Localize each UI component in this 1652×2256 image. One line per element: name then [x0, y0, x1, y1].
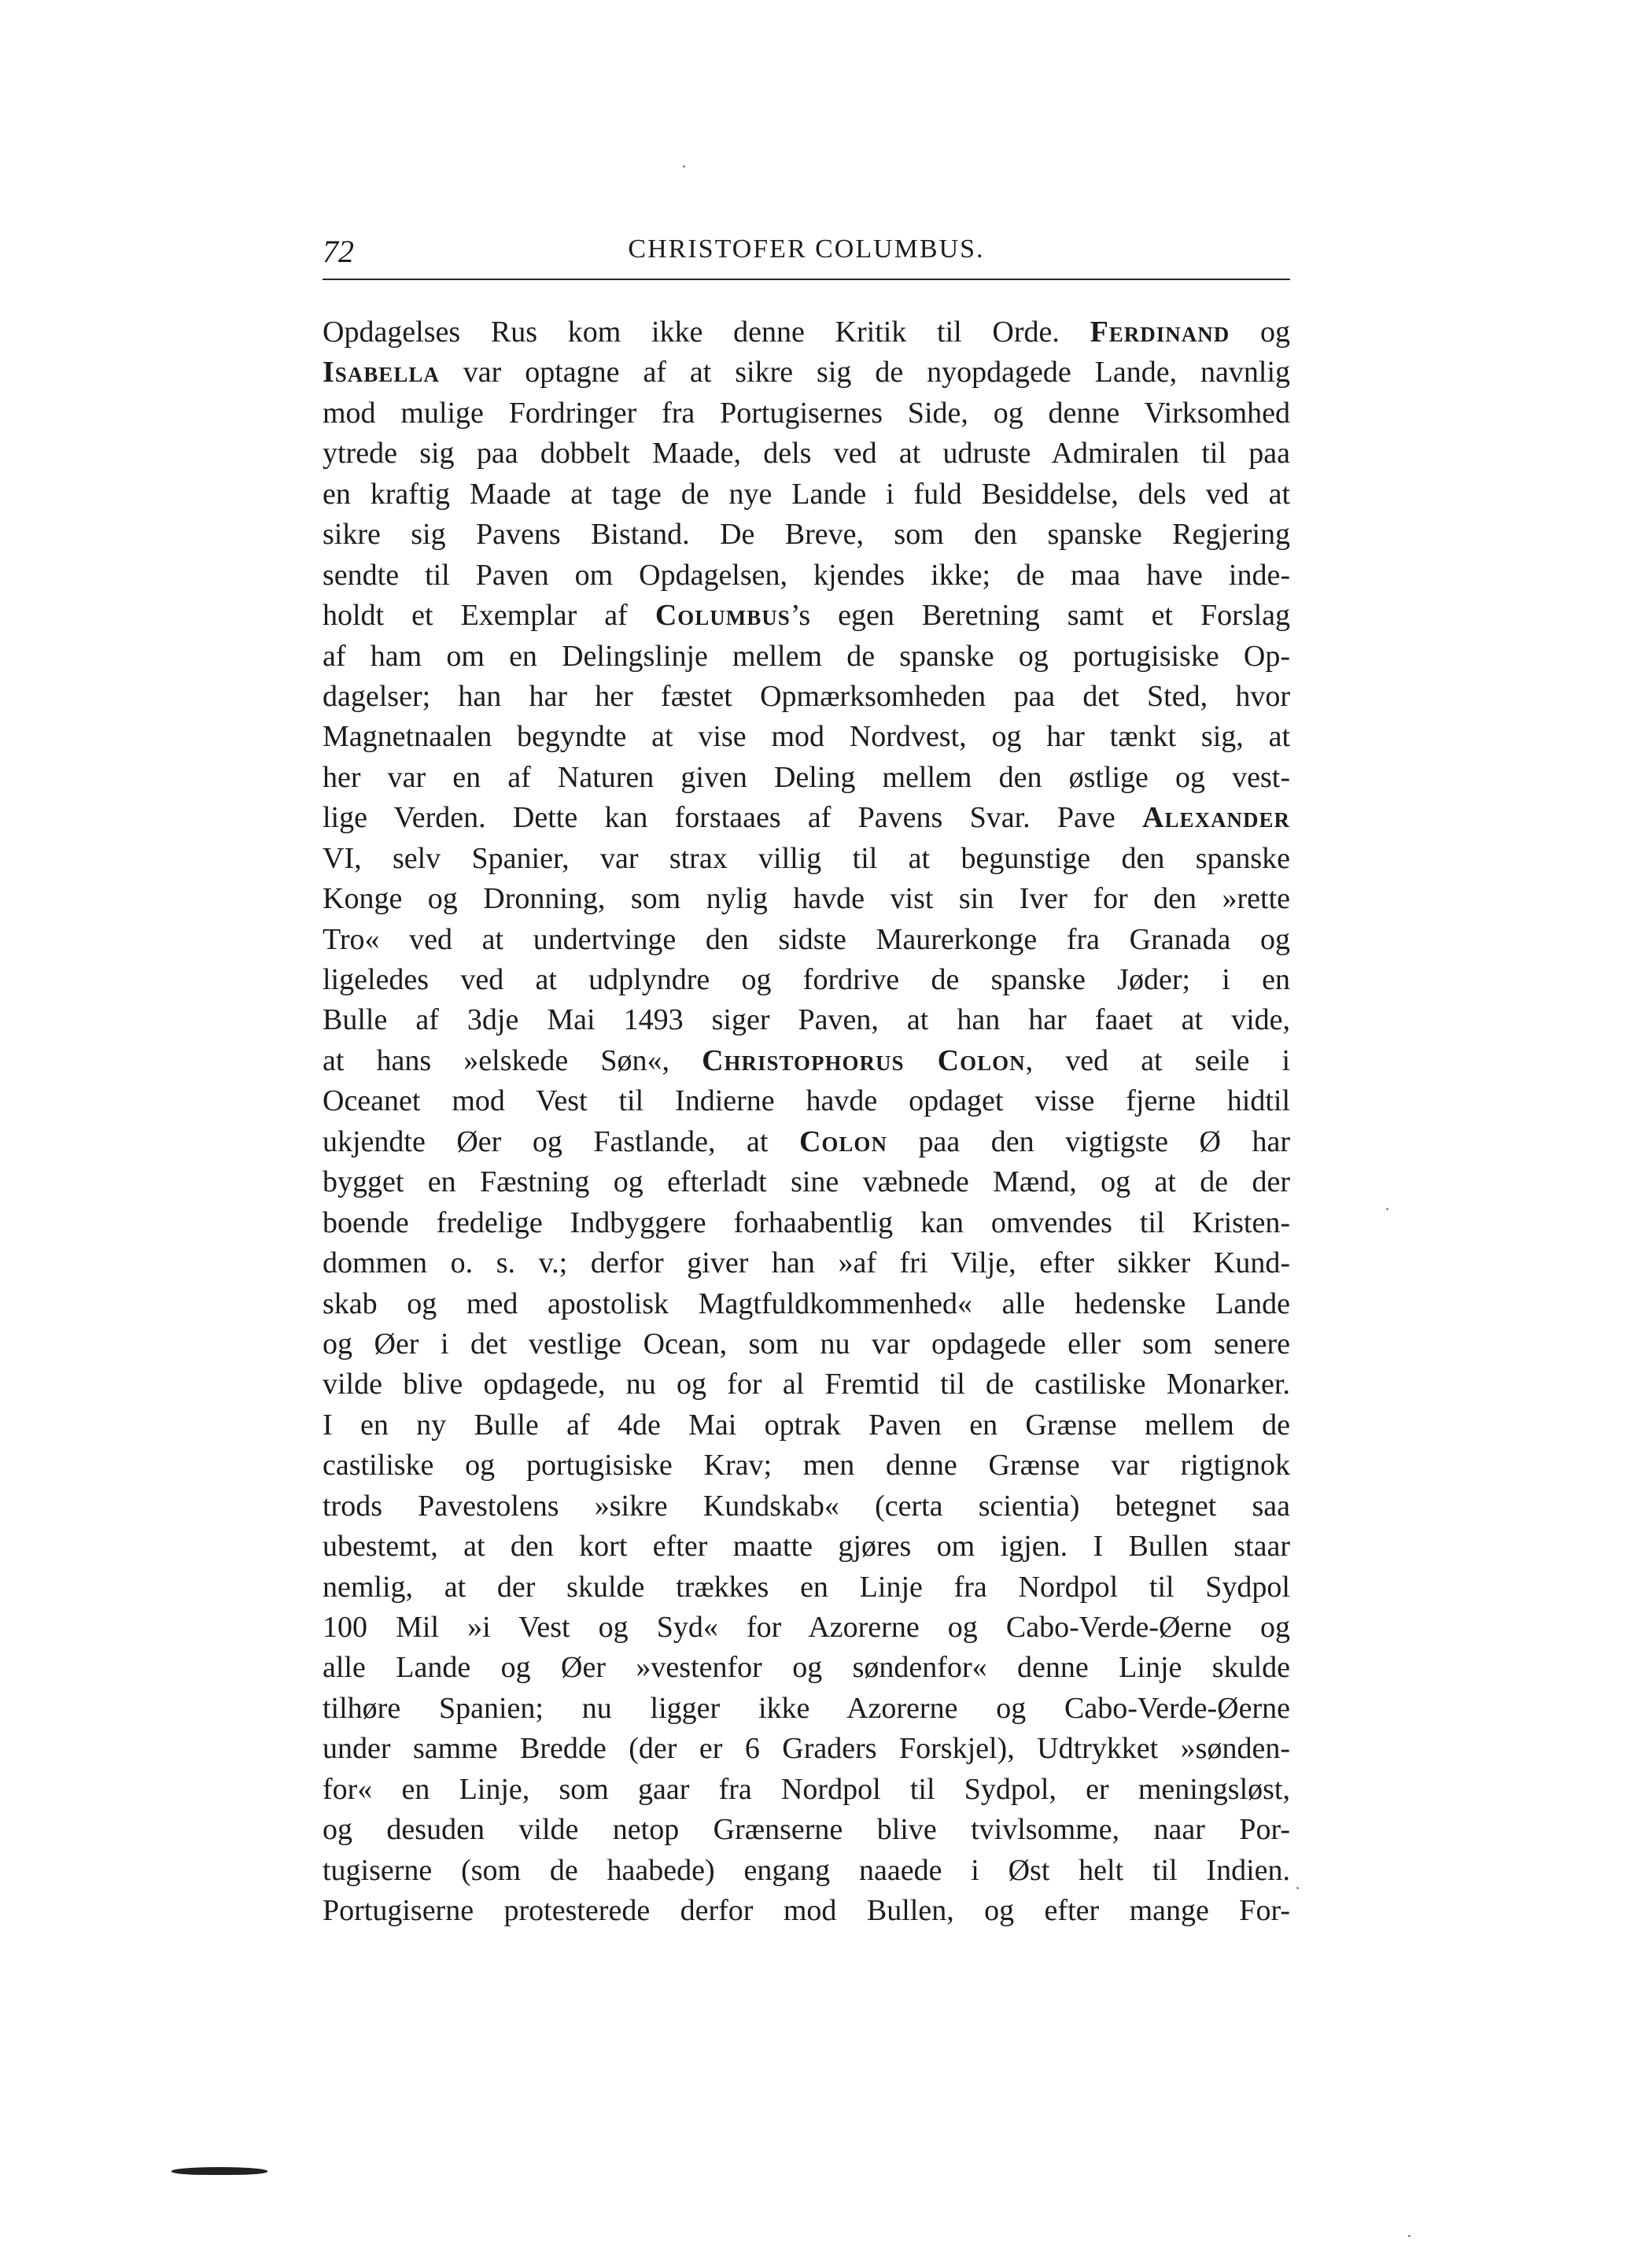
text-segment: bygget en Fæstning og efterladt sine væbnede Mænd, og at de der: [323, 1165, 1290, 1199]
paper-speck: [1386, 1208, 1388, 1210]
text-line: [323, 1000, 1290, 1040]
text-segment: tugiserne (som de haabede) engang naaede i Øst helt til Indien.: [323, 1853, 1290, 1887]
text-segment: under samme Bredde (der er 6 Graders Forskjel), Udtrykket »sønden-: [323, 1732, 1290, 1766]
text-line: [323, 717, 1290, 757]
text-segment: og: [1230, 316, 1290, 349]
text-line: [323, 556, 1290, 596]
text-segment: I en ny Bulle af 4de Mai optrak Paven en Grænse mellem de: [323, 1408, 1290, 1442]
text-segment: ubestemt, at den kort efter maatte gjøres om igjen. I Bullen staar: [323, 1530, 1290, 1564]
text-line: [323, 1243, 1290, 1283]
text-segment: VI, selv Spanier, var strax villig til at begunstige den spanske: [323, 841, 1290, 875]
text-segment: og desuden vilde netop Grænserne blive tvivlsomme, naar Por-: [323, 1813, 1290, 1847]
text-segment: boende fredelige Indbyggere forhaabentlig kan omvendes til Kristen-: [323, 1206, 1290, 1239]
text-line: [323, 1891, 1290, 1931]
header-rule: [323, 279, 1290, 280]
text-segment: sendte til Paven om Opdagelsen, kjendes ikke; de maa have inde-: [323, 558, 1290, 592]
page-header: [323, 233, 1290, 280]
text-segment: castiliske og portugisiske Krav; men denne Grænse var rigtignok: [323, 1449, 1290, 1482]
text-line: [323, 393, 1290, 434]
text-line: [323, 353, 1290, 393]
small-caps-name: Columbus: [655, 599, 791, 633]
text-segment: , ved at seile i: [1025, 1043, 1291, 1077]
text-segment: Konge og Dronning, som nylig havde vist sin Iver for den »rette: [323, 882, 1290, 916]
text-line: [323, 920, 1290, 960]
text-line: [323, 1284, 1290, 1324]
text-segment: holdt et Exemplar af: [323, 599, 655, 633]
text-line: [323, 758, 1290, 798]
page-number: 72: [323, 234, 354, 269]
text-segment: ’s egen Beretning samt et Forslag: [790, 599, 1291, 633]
text-line: [323, 1770, 1290, 1810]
running-title: CHRISTOFER COLUMBUS.: [628, 234, 985, 264]
text-segment: tilhøre Spanien; nu ligger ikke Azorerne og Cabo-Verde-Øerne: [323, 1691, 1290, 1725]
text-segment: Oceanet mod Vest til Indierne havde opdaget visse fjerne hidtil: [323, 1084, 1290, 1118]
text-line: [323, 1729, 1290, 1769]
text-segment: mod mulige Fordringer fra Portugisernes Side, og denne Virksomhed: [323, 396, 1290, 430]
text-line: [323, 1608, 1290, 1648]
text-segment: var optagne af at sikre sig de nyopdagede Lande, navnlig: [439, 356, 1290, 390]
text-segment: 100 Mil »i Vest og Syd« for Azorerne og Cabo-Verde-Øerne og: [323, 1611, 1290, 1644]
text-line: [323, 1567, 1290, 1608]
text-segment: ukjendte Øer og Fastlande, at: [323, 1124, 799, 1158]
text-line: [323, 1405, 1290, 1446]
paper-speck: [683, 165, 685, 168]
text-line: [323, 434, 1290, 474]
text-segment: og Øer i det vestlige Ocean, som nu var opdagede eller som senere: [323, 1327, 1290, 1361]
text-segment: sikre sig Pavens Bistand. De Breve, som den spanske Regjering: [323, 518, 1290, 552]
text-segment: alle Lande og Øer »vestenfor og søndenfor« denne Linje skulde: [323, 1651, 1290, 1685]
text-line: [323, 1364, 1290, 1405]
ink-smudge: [171, 2167, 267, 2175]
text-line: [323, 1689, 1290, 1729]
small-caps-name: Christophorus Colon: [702, 1043, 1026, 1077]
text-line: [323, 839, 1290, 879]
text-segment: lige Verden. Dette kan forstaaes af Pavens Svar. Pave: [323, 801, 1143, 835]
text-segment: ytrede sig paa dobbelt Maade, dels ved at udruste Admiralen til paa: [323, 437, 1290, 471]
text-segment: paa den vigtigste Ø har: [887, 1124, 1290, 1158]
small-caps-name: Ferdinand: [1090, 316, 1230, 349]
paper-speck: [1296, 1887, 1299, 1889]
text-line: [323, 1810, 1290, 1850]
text-segment: trods Pavestolens »sikre Kundskab« (certa scientia) betegnet saa: [323, 1489, 1290, 1523]
text-line: [323, 474, 1290, 515]
text-segment: at hans »elskede Søn«,: [323, 1043, 702, 1077]
text-segment: her var en af Naturen given Deling mellem den østlige og vest-: [323, 760, 1290, 794]
text-line: [323, 515, 1290, 555]
text-segment: Opdagelses Rus kom ikke denne Kritik til Orde.: [323, 316, 1090, 349]
text-line: [323, 1203, 1290, 1243]
text-segment: dommen o. s. v.; derfor giver han »af fri Vilje, efter sikker Kund-: [323, 1246, 1290, 1280]
text-segment: Tro« ved at undertvinge den sidste Maurerkonge fra Granada og: [323, 922, 1290, 956]
small-caps-name: Alexander: [1142, 801, 1290, 835]
text-line: [323, 1081, 1290, 1121]
body-text: [323, 312, 1290, 1932]
text-line: [323, 637, 1290, 677]
text-line: [323, 960, 1290, 1000]
text-line: [323, 879, 1290, 919]
text-line: [323, 312, 1290, 353]
paper-speck: [1408, 2235, 1410, 2237]
text-segment: skab og med apostolisk Magtfuldkommenhed« alle hedenske Lande: [323, 1287, 1290, 1320]
text-line: [323, 1162, 1290, 1202]
text-segment: ligeledes ved at udplyndre og fordrive de spanske Jøder; i en: [323, 963, 1290, 996]
small-caps-name: Isabella: [323, 356, 440, 390]
text-line: [323, 596, 1290, 636]
text-segment: Magnetnaalen begyndte at vise mod Nordvest, og har tænkt sig, at: [323, 720, 1290, 754]
text-segment: Portugiserne protesterede derfor mod Bullen, og efter mange For-: [323, 1894, 1290, 1928]
text-line: [323, 677, 1290, 717]
text-segment: en kraftig Maade at tage de nye Lande i fuld Besiddelse, dels ved at: [323, 477, 1290, 511]
small-caps-name: Colon: [798, 1124, 887, 1158]
text-line: [323, 798, 1290, 838]
text-line: [323, 1122, 1290, 1162]
text-line: [323, 1041, 1290, 1081]
text-segment: af ham om en Delingslinje mellem de spanske og portugisiske Op-: [323, 639, 1290, 673]
text-segment: dagelser; han har her fæstet Opmærksomheden paa det Sted, hvor: [323, 679, 1290, 713]
text-line: [323, 1851, 1290, 1891]
text-line: [323, 1648, 1290, 1688]
text-segment: nemlig, at der skulde trækkes en Linje fra Nordpol til Sydpol: [323, 1570, 1290, 1604]
text-segment: for« en Linje, som gaar fra Nordpol til Sydpol, er meningsløst,: [323, 1772, 1290, 1806]
text-segment: vilde blive opdagede, nu og for al Fremtid til de castiliske Monarker.: [323, 1368, 1290, 1401]
text-line: [323, 1527, 1290, 1567]
text-line: [323, 1486, 1290, 1527]
text-segment: Bulle af 3dje Mai 1493 siger Paven, at han har faaet at vide,: [323, 1003, 1290, 1037]
text-line: [323, 1446, 1290, 1486]
text-line: [323, 1324, 1290, 1364]
